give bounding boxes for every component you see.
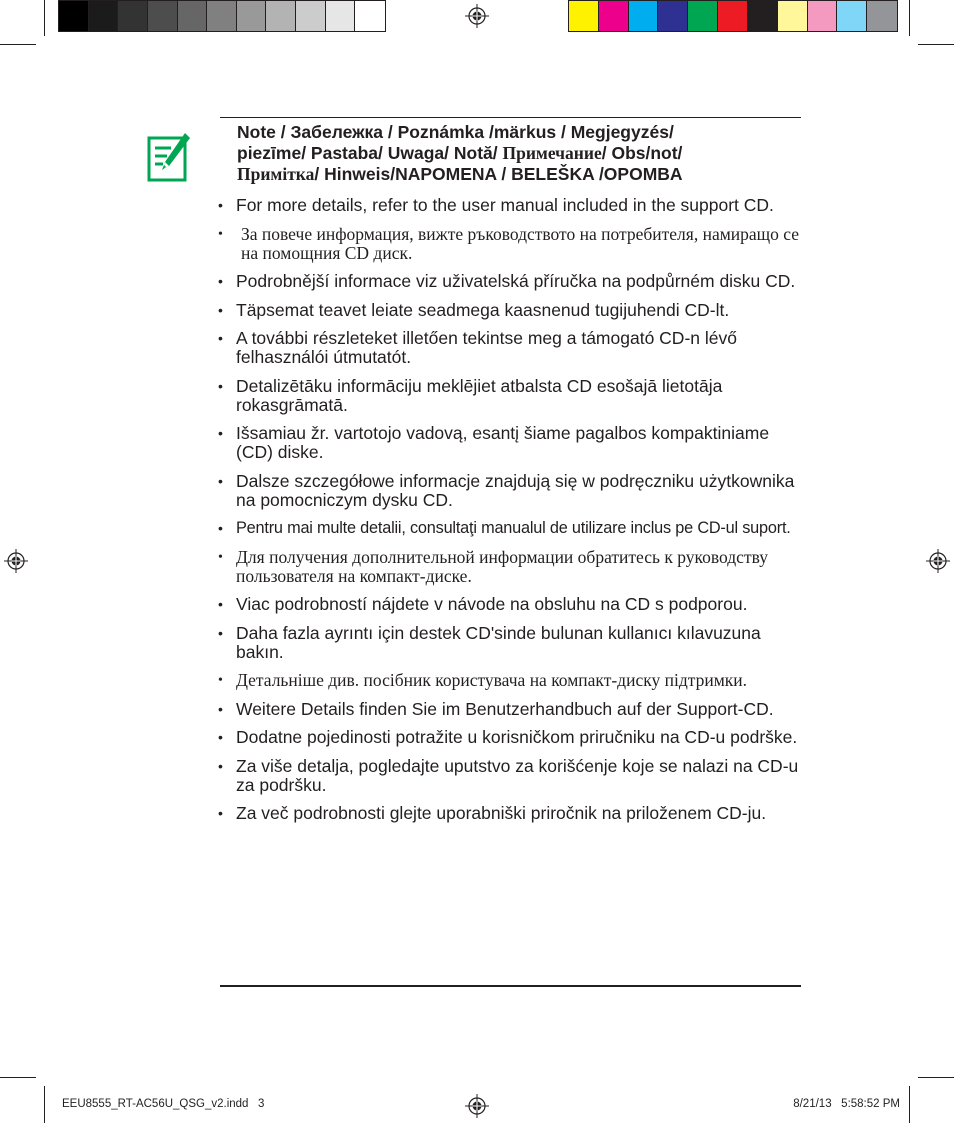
gray-swatch-0 [59,1,89,31]
process-swatch-6 [748,1,778,31]
gray-swatch-2 [118,1,148,31]
gray-swatch-4 [178,1,208,31]
process-color-bar [568,0,898,32]
registration-mark-bottom-icon [465,1094,489,1118]
registration-mark-top-icon [465,4,489,28]
gray-swatch-1 [89,1,119,31]
list-item: • Weitere Details finden Sie im Benutzerhandbuch auf der Support-CD. [218,700,808,719]
list-item: • Pentru mai multe detalii, consultaţi manualul de utilizare inclus pe CD-ul suport. [218,519,808,538]
gray-swatch-6 [237,1,267,31]
list-item: • Täpsemat teavet leiate seadmega kaasnenud tugijuhendi CD-lt. [218,301,808,320]
process-swatch-3 [658,1,688,31]
registration-mark-left-icon [4,549,28,573]
list-item: • Viac podrobností nájdete v návode na obsluhu na CD s podporou. [218,595,808,614]
list-item: • Podrobnější informace viz uživatelská příručka na podpůrném disku CD. [218,272,808,291]
gray-swatch-7 [266,1,296,31]
footer-timestamp: 8/21/13 5:58:52 PM [793,1098,900,1110]
list-item: • Išsamiau žr. vartotojo vadovą, esantį šiame pagalbos kompaktiniame (CD) diske. [218,424,808,462]
list-item: • За повече информация, вижте ръководството на потребителя, намиращо се на помощния CD диск. [218,225,808,263]
gray-swatch-10 [355,1,385,31]
list-item: • Za več podrobnosti glejte uporabniški priročnik na priloženem CD-ju. [218,804,808,823]
crop-mark-bottom-left-h [0,1077,36,1078]
heading-line-2 [237,143,807,164]
list-item: • A további részleteket illetően tekintse meg a támogató CD-n lévő felhasználói útmutatót. [218,329,808,367]
list-item: • Dalsze szczegółowe informacje znajdują się w podręczniku użytkownika na pomocniczym dysku CD. [218,472,808,510]
list-item: • Детальніше див. посібник користувача на компакт-диску підтримки. [218,671,808,690]
gray-swatch-8 [296,1,326,31]
process-swatch-9 [837,1,867,31]
note-heading [237,122,807,185]
process-swatch-2 [629,1,659,31]
grayscale-color-bar [58,0,386,32]
footer-filename: EEU8555_RT-AC56U_QSG_v2.indd 3 [62,1098,265,1110]
crop-mark-top-left-v [44,0,45,36]
process-swatch-8 [808,1,838,31]
heading-line-2b: Примечание [502,143,602,163]
process-swatch-4 [688,1,718,31]
crop-mark-bottom-right-h [918,1077,954,1078]
process-swatch-0 [569,1,599,31]
crop-mark-top-left-h [0,44,36,45]
list-item: • Dodatne pojedinosti potražite u korisničkom priručniku na CD-u podrške. [218,728,808,747]
gray-swatch-5 [207,1,237,31]
process-swatch-5 [718,1,748,31]
heading-line-3b: / Hinweis/NAPOMENA / BELEŠKA /OPOMBA [314,164,683,184]
heading-line-2c: / Obs/not/ [601,143,683,163]
heading-line-3a: Примітка [237,164,315,184]
heading-line-1: Note / Забележка / Poznámka /märkus / Megjegyzés/ [237,122,674,142]
gray-swatch-9 [326,1,356,31]
note-pencil-icon [145,130,191,186]
list-item: • Za više detalja, pogledajte uputstvo za korišćenje koje se nalazi na CD-u za podršku. [218,757,808,795]
gray-swatch-3 [148,1,178,31]
top-divider [220,117,801,118]
bottom-divider [220,985,801,987]
list-item: • Detalizētāku informāciju meklējiet atbalsta CD esošajā lietotāja rokasgrāmatā. [218,377,808,415]
note-list [218,196,808,833]
list-item: • For more details, refer to the user manual included in the support CD. [218,196,808,215]
heading-line-3 [237,164,807,185]
crop-mark-top-right-h [918,44,954,45]
process-swatch-7 [778,1,808,31]
list-item: • Для получения дополнительной информации обратитесь к руководству пользователя на компакт-диске. [218,548,808,586]
process-swatch-10 [867,1,897,31]
crop-mark-top-right-v [909,0,910,36]
registration-mark-right-icon [926,549,950,573]
list-item: • Daha fazla ayrıntı için destek CD'sinde bulunan kullanıcı kılavuzuna bakın. [218,624,808,662]
crop-mark-bottom-left-v [44,1086,45,1123]
process-swatch-1 [599,1,629,31]
crop-mark-bottom-right-v [909,1086,910,1123]
heading-line-2a: piezīme/ Pastaba/ Uwaga/ Notă/ [237,143,503,163]
